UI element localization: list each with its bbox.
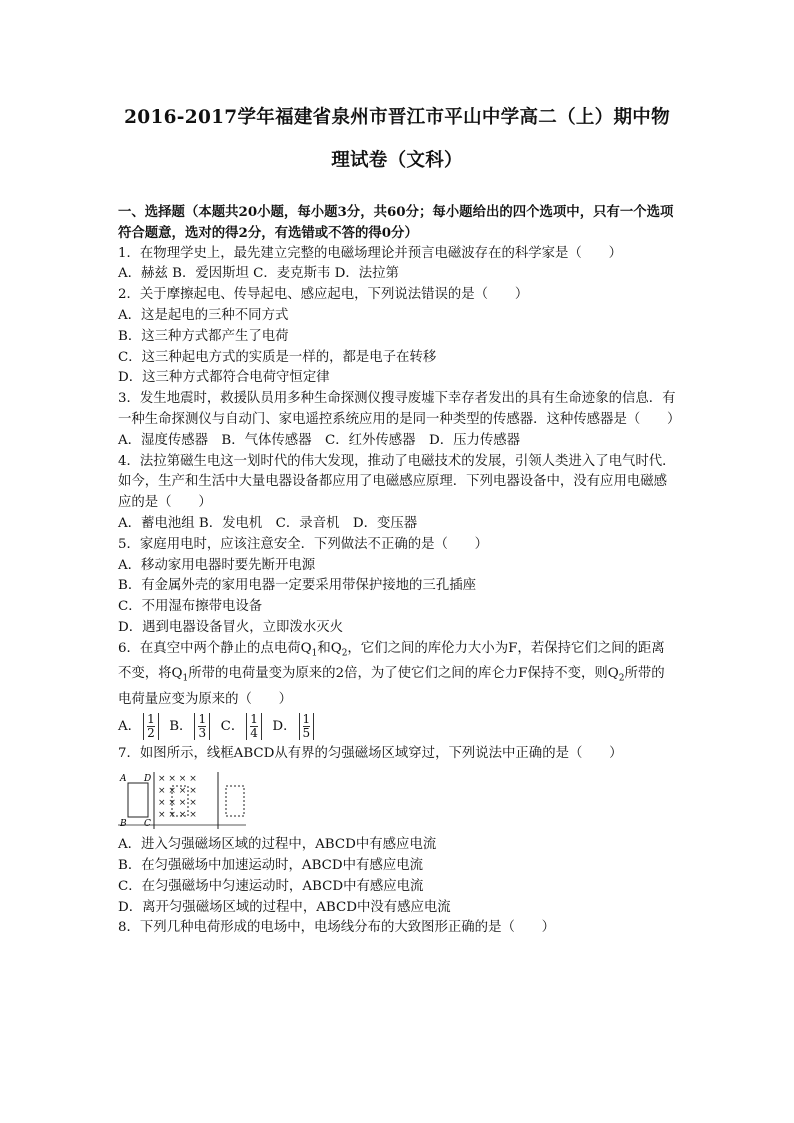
q6-stem-part: 所带的电荷量应变为原来的（ ） <box>118 666 665 707</box>
q5-option-d: D．遇到电器设备冒火，立即泼水灭火 <box>118 619 343 635</box>
q3-options: A．湿度传感器 B．气体传感器 C．红外传感器 D．压力传感器 <box>118 432 521 448</box>
q6-stem <box>118 639 678 711</box>
q7-option-d: D．离开匀强磁场区域的过程中，ABCD中没有感应电流 <box>118 899 451 915</box>
q6-stem-part: 6．在真空中两个静止的点电荷Q <box>118 640 312 656</box>
q6-options <box>118 710 678 744</box>
q2-option-a: A．这是起电的三种不同方式 <box>118 307 289 323</box>
figure-label-b: B <box>120 819 127 830</box>
exam-title-line2: 理试卷（文科） <box>331 150 463 171</box>
exam-content <box>118 202 681 939</box>
q6-subscript: 2 <box>341 648 348 659</box>
q7-option-c: C．在匀强磁场中匀速运动时，ABCD中有感应电流 <box>118 878 424 894</box>
q7-option-a: A．进入匀强磁场区域的过程中，ABCD中有感应电流 <box>118 837 437 853</box>
q5-option-a: A．移动家用电器时要先断开电源 <box>118 557 316 573</box>
fraction-denominator: 3 <box>198 726 207 741</box>
frame-position-exit <box>226 786 244 816</box>
q7-option-b: B．在匀强磁场中加速运动时，ABCD中有感应电流 <box>118 858 424 874</box>
exam-title-line1: 2016-2017学年福建省泉州市晋江市平山中学高二（上）期中物 <box>124 107 670 128</box>
wire-frame <box>128 783 148 817</box>
q6-option-a-label: A． <box>118 719 142 735</box>
q6-subscript: 2 <box>618 673 625 684</box>
q4-stem: 4．法拉第磁生电这一划时代的伟大发现，推动了电磁技术的发展，引领人类进入了电气时代．如今，生产和生活中大量电器设备都应用了电磁感应原理．下列电器设备中，没有应用电磁感应的是（ ） <box>118 453 676 511</box>
fraction-denominator: 5 <box>302 726 311 741</box>
fraction-numerator: 1 <box>147 712 155 727</box>
q6-option-b-label: B． <box>169 719 193 735</box>
q1-options: A．赫兹 B．爱因斯坦 C．麦克斯韦 D．法拉第 <box>118 266 399 282</box>
fraction-denominator: 2 <box>147 726 155 741</box>
q1-stem: 1．在物理学史上，最先建立完整的电磁场理论并预言电磁波存在的科学家是（ ） <box>118 245 622 261</box>
q6-subscript: 1 <box>311 648 318 659</box>
field-crosses <box>158 774 197 820</box>
q2-option-b: B．这三种方式都产生了电荷 <box>118 328 289 344</box>
q6-subscript: 1 <box>182 673 189 684</box>
q6-option-a-fraction <box>143 713 159 740</box>
fraction-numerator: 1 <box>302 712 311 727</box>
q3-stem: 3．发生地震时，救援队员用多种生命探测仪搜寻废墟下幸存者发出的具有生命迹象的信息．有一种生命探测仪与自动门、家电遥控系统应用的是同一种类型的传感器．这种传感器是（ ） <box>118 391 681 427</box>
q5-option-c: C．不用湿布擦带电设备 <box>118 599 263 615</box>
q6-stem-part: ，它们之间的库伦力大小为F，若保持它们之间的距离不变，将Q <box>118 640 665 682</box>
svg-text:× × × ×: × × × × <box>158 786 197 797</box>
fraction-numerator: 1 <box>198 712 207 727</box>
q6-option-c-label: C． <box>220 719 245 735</box>
q2-option-c: C．这三种起电方式的实质是一样的，都是电子在转移 <box>118 349 437 365</box>
q5-option-b: B．有金属外壳的家用电器一定要采用带保护接地的三孔插座 <box>118 578 476 594</box>
q5-stem: 5．家庭用电时，应该注意安全．下列做法不正确的是（ ） <box>118 536 489 552</box>
figure-label-a: A <box>120 774 127 785</box>
fraction-numerator: 1 <box>250 712 258 727</box>
svg-text:× × × ×: × × × × <box>158 774 197 785</box>
q6-option-d-label: D． <box>272 719 297 735</box>
q4-options: A．蓄电池组 B．发电机 C．录音机 D．变压器 <box>118 515 418 531</box>
q2-stem: 2．关于摩擦起电、传导起电、感应起电，下列说法错误的是（ ） <box>118 287 529 303</box>
fraction-denominator: 4 <box>250 726 258 741</box>
svg-text:× × × ×: × × × × <box>158 810 197 821</box>
q2-option-d: D．这三种方式都符合电荷守恒定律 <box>118 370 330 386</box>
figure-label-d: D <box>144 774 152 785</box>
q6-option-c-fraction <box>246 713 262 740</box>
q6-stem-part: 所带的电荷量变为原来的2倍，为了使它们之间的库仑力F保持不变，则Q <box>188 666 619 682</box>
q8-stem: 8．下列几种电荷形成的电场中，电场线分布的大致图形正确的是（ ） <box>118 920 556 936</box>
q6-option-d-fraction <box>299 713 315 740</box>
q6-option-b-fraction <box>194 713 210 740</box>
q6-stem-part: 和Q <box>317 640 342 656</box>
q7-stem: 7．如图所示，线框ABCD从有界的匀强磁场区域穿过，下列说法中正确的是（ ） <box>118 746 623 762</box>
svg-text:× × × ×: × × × × <box>158 798 197 809</box>
figure-label-c: C <box>144 819 151 830</box>
section-heading: 一、选择题（本题共20小题，每小题3分，共60分；每小题给出的四个选项中，只有一个选项符合题意，选对的得2分，有选错或不答的得0分） <box>118 204 674 241</box>
q7-magnetic-field-figure <box>118 769 248 833</box>
